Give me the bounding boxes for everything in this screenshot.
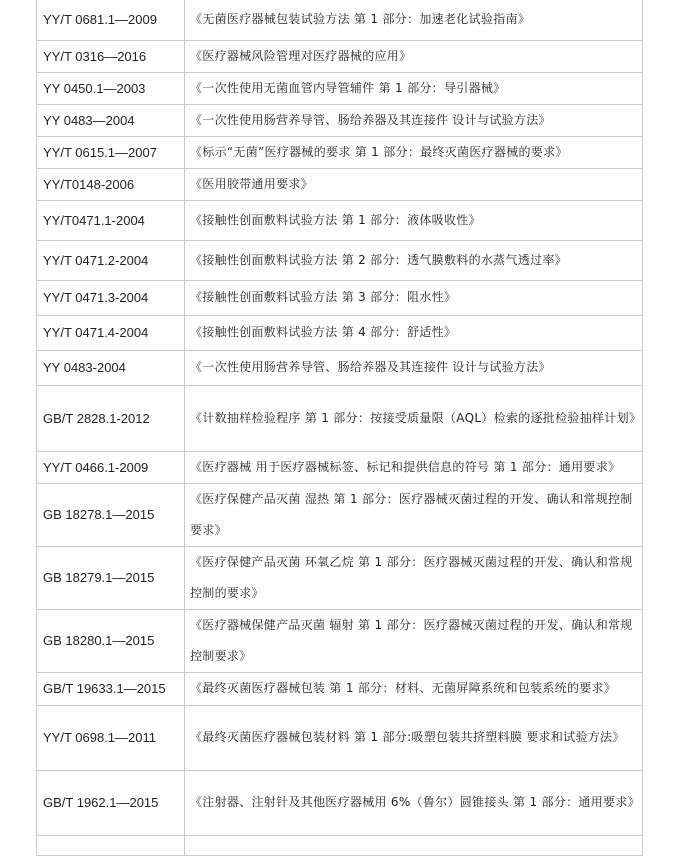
table-row <box>37 136 643 168</box>
table-row <box>37 40 643 72</box>
standard-code: YY/T0148-2006 <box>37 168 185 200</box>
table-row <box>37 705 643 770</box>
table-row <box>37 240 643 280</box>
standard-title: 《医用胶带通用要求》 <box>185 168 643 200</box>
standard-code: YY 0483-2004 <box>37 350 185 385</box>
table-row <box>37 385 643 451</box>
standard-code: GB 18280.1—2015 <box>37 609 185 672</box>
standard-title: 《一次性使用肠营养导管、肠给养器及其连接件 设计与试验方法》 <box>185 104 643 136</box>
standard-code: GB 18279.1—2015 <box>37 546 185 609</box>
standard-title: 《一次性使用肠营养导管、肠给养器及其连接件 设计与试验方法》 <box>185 350 643 385</box>
table-row <box>37 104 643 136</box>
table-row <box>37 72 643 104</box>
standard-title: 《医疗器械风险管理对医疗器械的应用》 <box>185 40 643 72</box>
table-row <box>37 350 643 385</box>
table-row <box>37 0 643 40</box>
standard-title: 《最终灭菌医疗器械包装材料 第 1 部分:吸塑包装共挤塑料膜 要求和试验方法》 <box>185 705 643 770</box>
standard-title: 《一次性使用无菌血管内导管辅件 第 1 部分：导引器械》 <box>185 72 643 104</box>
standards-table-container <box>36 0 642 856</box>
table-row <box>37 546 643 609</box>
standard-title: 《最终灭菌医疗器械包装 第 1 部分：材料、无菌屏障系统和包装系统的要求》 <box>185 672 643 705</box>
standard-code: GB/T 19633.1—2015 <box>37 672 185 705</box>
standard-code: YY/T 0681.1—2009 <box>37 0 185 40</box>
table-row <box>37 200 643 240</box>
standard-code: YY/T 0316—2016 <box>37 40 185 72</box>
standard-title: 《注射器、注射针及其他医疗器械用 6%（鲁尔）圆锥接头 第 1 部分：通用要求》 <box>185 770 643 835</box>
table-row <box>37 451 643 483</box>
standard-title: 《医疗器械 用于医疗器械标签、标记和提供信息的符号 第 1 部分：通用要求》 <box>185 451 643 483</box>
standard-code: GB/T 2828.1-2012 <box>37 385 185 451</box>
standard-title: 《医疗器械保健产品灭菌 辐射 第 1 部分：医疗器械灭菌过程的开发、确认和常规控制要求》 <box>185 609 643 672</box>
standards-table <box>36 0 643 856</box>
standard-title: 《医疗保健产品灭菌 环氧乙烷 第 1 部分：医疗器械灭菌过程的开发、确认和常规控制的要求》 <box>185 546 643 609</box>
table-row <box>37 609 643 672</box>
standard-code: GB/T 1962.1—2015 <box>37 770 185 835</box>
standard-title <box>185 835 643 855</box>
standard-code: YY/T 0615.1—2007 <box>37 136 185 168</box>
standard-code: YY/T 0471.3-2004 <box>37 280 185 315</box>
standard-code: YY/T 0471.4-2004 <box>37 315 185 350</box>
table-row <box>37 315 643 350</box>
standard-code <box>37 835 185 855</box>
standard-title: 《接触性创面敷料试验方法 第 1 部分：液体吸收性》 <box>185 200 643 240</box>
standard-title: 《接触性创面敷料试验方法 第 3 部分：阻水性》 <box>185 280 643 315</box>
table-row <box>37 770 643 835</box>
table-row <box>37 672 643 705</box>
standard-code: YY 0450.1—2003 <box>37 72 185 104</box>
standard-code: YY/T0471.1-2004 <box>37 200 185 240</box>
standard-title: 《接触性创面敷料试验方法 第 4 部分：舒适性》 <box>185 315 643 350</box>
standard-code: GB 18278.1—2015 <box>37 483 185 546</box>
standard-code: YY 0483—2004 <box>37 104 185 136</box>
standard-title: 《标示“无菌”医疗器械的要求 第 1 部分：最终灭菌医疗器械的要求》 <box>185 136 643 168</box>
standard-title: 《计数抽样检验程序 第 1 部分：按接受质量限（AQL）检索的逐批检验抽样计划》 <box>185 385 643 451</box>
standard-title: 《接触性创面敷料试验方法 第 2 部分：透气膜敷料的水蒸气透过率》 <box>185 240 643 280</box>
table-row <box>37 280 643 315</box>
table-row <box>37 483 643 546</box>
standard-title: 《无菌医疗器械包装试验方法 第 1 部分：加速老化试验指南》 <box>185 0 643 40</box>
table-row <box>37 168 643 200</box>
standard-code: YY/T 0471.2-2004 <box>37 240 185 280</box>
standard-title: 《医疗保健产品灭菌 湿热 第 1 部分：医疗器械灭菌过程的开发、确认和常规控制要求》 <box>185 483 643 546</box>
standard-code: YY/T 0466.1-2009 <box>37 451 185 483</box>
table-row <box>37 835 643 855</box>
standard-code: YY/T 0698.1—2011 <box>37 705 185 770</box>
